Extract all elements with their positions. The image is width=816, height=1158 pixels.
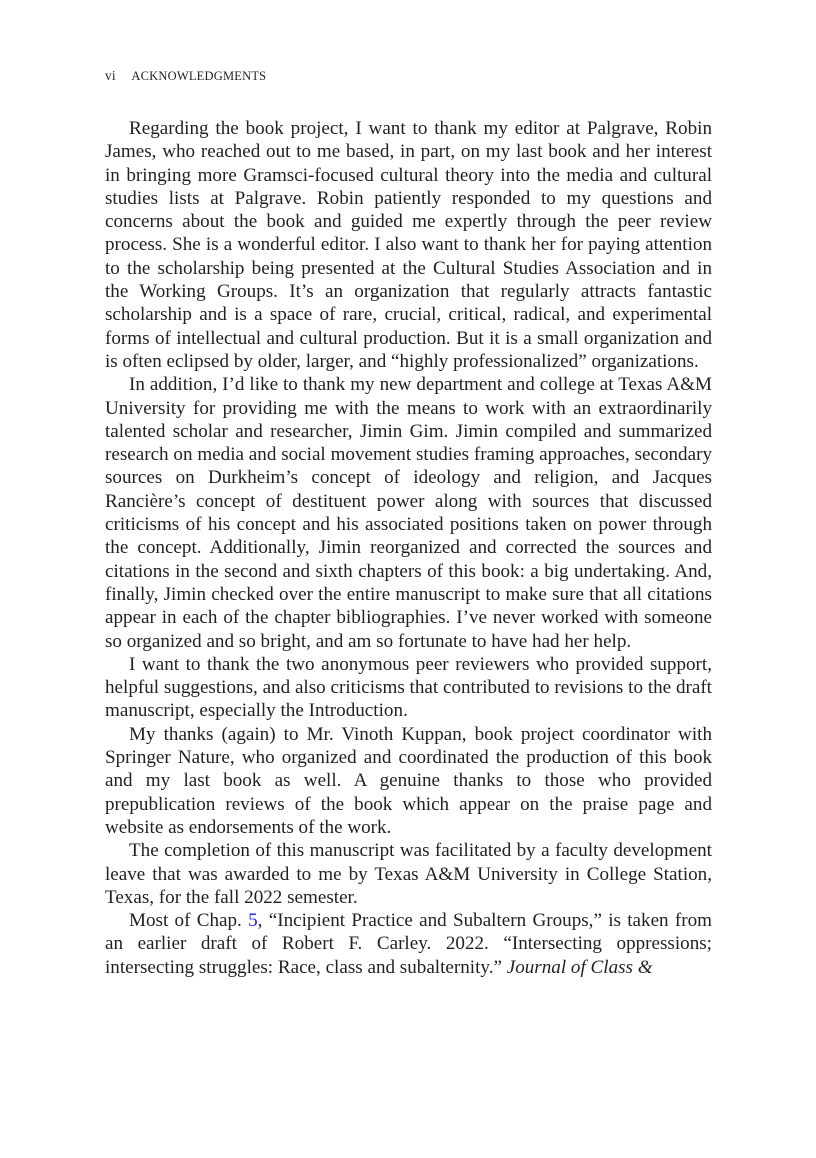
body-text — [105, 117, 712, 979]
paragraph-coordinator-thanks: My thanks (again) to Mr. Vinoth Kuppan, book project coordinator with Springer Nature, who organized and coordinated the production of this book and my last book as well. A genuine thanks to those who provided prepublication reviews of the book which appear on the praise page and website as endorsements of the work. — [105, 723, 712, 838]
paragraph-leave-thanks: The completion of this manuscript was facilitated by a faculty development leave that was awarded to me by Texas A&M University in College Station, Texas, for the fall 2022 semester. — [105, 840, 712, 908]
chapter-5-link[interactable]: 5 — [248, 910, 258, 932]
chapter-source-text-end: , “Incipient Practice and Subaltern Groups,” is taken from an earlier draft of Robert F. Carley. 2022. “Intersecting oppressions; intersecting struggles: Race, class and subalternity.” — [105, 910, 713, 978]
running-head — [105, 68, 266, 84]
page-number: vi — [105, 68, 116, 83]
paragraph-department-thanks: In addition, I’d like to thank my new department and college at Texas A&M University for providing me with the means to work with an extraordinarily talented scholar and researcher, Jimin Gim. Jimin compiled and summarized research on media and social movement studies framing approaches, secondary sources on Durkheim’s concept of ideology and religion, and Jacques Rancière’s concept of destituent power along with sources that discussed criticisms of his concept and his associated positions taken on power through the concept. Additionally, Jimin reorganized and corrected the sources and citations in the second and sixth chapters of this book: a big undertaking. And, finally, Jimin checked over the entire manuscript to make sure that all citations appear in each of the chapter bibliographies. I’ve never worked with someone so organized and so bright, and am so fortunate to have had her help. — [105, 374, 712, 652]
journal-title: Journal of Class & — [506, 956, 653, 978]
section-title: ACKNOWLEDGMENTS — [131, 69, 267, 83]
paragraph-editor-thanks: Regarding the book project, I want to thank my editor at Palgrave, Robin James, who reached out to me based, in part, on my last book and her interest in bringing more Gramsci-focused cultural theory into the media and cultural studies lists at Palgrave. Robin patiently responded to my questions and concerns about the book and guided me expertly through the peer review process. She is a wonderful editor. I also want to thank her for paying attention to the scholarship being presented at the Cultural Studies Association and in the Working Groups. It’s an organization that regularly attracts fantastic scholarship and is a space of rare, crucial, critical, radical, and experimental forms of intellectual and cultural production. But it is a small organization and is often eclipsed by older, larger, and “highly professionalized” organizations. — [105, 118, 712, 372]
paragraph-reviewer-thanks: I want to thank the two anonymous peer reviewers who provided support, helpful suggestions, and also criticisms that contributed to revisions to the draft manuscript, especially the Introduction. — [105, 653, 712, 722]
chapter-source-text-start: Most of Chap. — [129, 910, 249, 932]
paragraph-chapter-source — [105, 909, 712, 979]
